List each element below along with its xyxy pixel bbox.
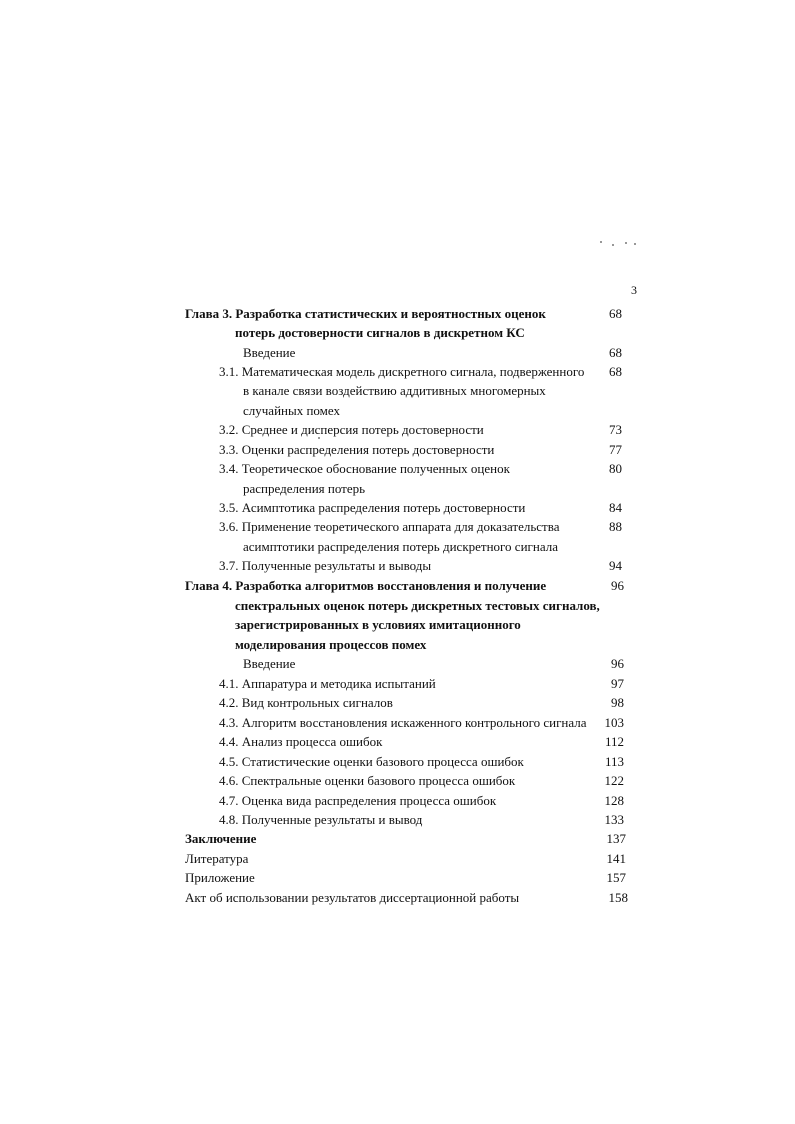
scan-speck <box>625 242 627 244</box>
toc-chapter-3-title-line-2: потерь достоверности сигналов в дискретном КС <box>235 325 525 340</box>
toc-act-of-use: Акт об использовании результатов диссертационной работы <box>185 890 520 905</box>
toc-section-4-6: 4.6. Спектральные оценки базового процесса ошибок <box>219 773 516 788</box>
toc-page-3-1: 68 <box>609 364 622 379</box>
toc-section-3-3: 3.3. Оценки распределения потерь достоверности <box>219 442 495 457</box>
toc-page-4-1: 97 <box>611 676 624 691</box>
toc-chapter-4-title-line-3: зарегистрированных в условиях имитационного <box>235 617 521 632</box>
toc-page-4-8: 133 <box>604 812 624 827</box>
toc-chapter-4-title-line-2: спектральных оценок потерь дискретных тестовых сигналов, <box>235 598 600 613</box>
toc-section-4-4: 4.4. Анализ процесса ошибок <box>219 734 383 749</box>
toc-page-conclusion: 137 <box>606 831 626 846</box>
toc-page-4-6: 122 <box>604 773 624 788</box>
toc-literature: Литература <box>185 851 249 866</box>
toc-section-4-3: 4.3. Алгоритм восстановления искаженного контрольного сигнала <box>219 715 587 730</box>
toc-page-appendix: 157 <box>606 870 626 885</box>
toc-page-3-2: 73 <box>609 422 622 437</box>
toc-section-3-2: 3.2. Среднее и дисперсия потерь достоверности <box>219 422 484 437</box>
toc-page-ch4: 96 <box>611 578 624 593</box>
toc-section-4-2: 4.2. Вид контрольных сигналов <box>219 695 393 710</box>
toc-conclusion: Заключение <box>185 831 257 846</box>
toc-section-4-8: 4.8. Полученные результаты и вывод <box>219 812 423 827</box>
toc-page-3-4: 80 <box>609 461 622 476</box>
toc-section-3-5: 3.5. Асимптотика распределения потерь достоверности <box>219 500 526 515</box>
toc-appendix: Приложение <box>185 870 255 885</box>
toc-ch3-introduction: Введение <box>243 345 296 360</box>
toc-section-3-1-line-3: случайных помех <box>243 403 340 418</box>
toc-section-4-5: 4.5. Статистические оценки базового процесса ошибок <box>219 754 524 769</box>
scan-speck <box>634 243 636 245</box>
toc-page-ch3: 68 <box>609 306 622 321</box>
toc-page-ch3-intro: 68 <box>609 345 622 360</box>
toc-chapter-3-title-line-1: Глава 3. Разработка статистических и вероятностных оценок <box>185 306 546 321</box>
toc-section-3-1-line-2: в канале связи воздействию аддитивных многомерных <box>243 383 546 398</box>
toc-page-literature: 141 <box>606 851 626 866</box>
toc-page-3-7: 94 <box>609 558 622 573</box>
scan-speck <box>600 241 602 243</box>
toc-section-3-4-line-1: 3.4. Теоретическое обоснование полученных оценок <box>219 461 510 476</box>
toc-section-3-6-line-1: 3.6. Применение теоретического аппарата для доказательства <box>219 519 560 534</box>
toc-chapter-4-title-line-1: Глава 4. Разработка алгоритмов восстановления и получение <box>185 578 547 593</box>
toc-page-4-5: 113 <box>604 754 624 769</box>
toc-page-3-3: 77 <box>609 442 622 457</box>
toc-section-3-6-line-2: асимптотики распределения потерь дискретного сигнала <box>243 539 558 554</box>
toc-chapter-4-title-line-4: моделирования процессов помех <box>235 637 427 652</box>
toc-page-4-2: 98 <box>611 695 624 710</box>
toc-ch4-introduction: Введение <box>243 656 296 671</box>
toc-section-3-4-line-2: распределения потерь <box>243 481 366 496</box>
toc-page-4-7: 128 <box>604 793 624 808</box>
toc-section-4-7: 4.7. Оценка вида распределения процесса ошибок <box>219 793 497 808</box>
toc-section-3-7: 3.7. Полученные результаты и выводы <box>219 558 432 573</box>
toc-section-4-1: 4.1. Аппаратура и методика испытаний <box>219 676 436 691</box>
page-number: 3 <box>631 283 637 297</box>
toc-page-act-of-use: 158 <box>608 890 628 905</box>
toc-section-3-1-line-1: 3.1. Математическая модель дискретного сигнала, подверженного <box>219 364 585 379</box>
toc-page-3-5: 84 <box>609 500 622 515</box>
toc-page-4-3: 103 <box>604 715 624 730</box>
toc-page-ch4-intro: 96 <box>611 656 624 671</box>
toc-page-4-4: 112 <box>604 734 624 749</box>
scan-speck <box>612 244 614 246</box>
toc-page-3-6: 88 <box>609 519 622 534</box>
